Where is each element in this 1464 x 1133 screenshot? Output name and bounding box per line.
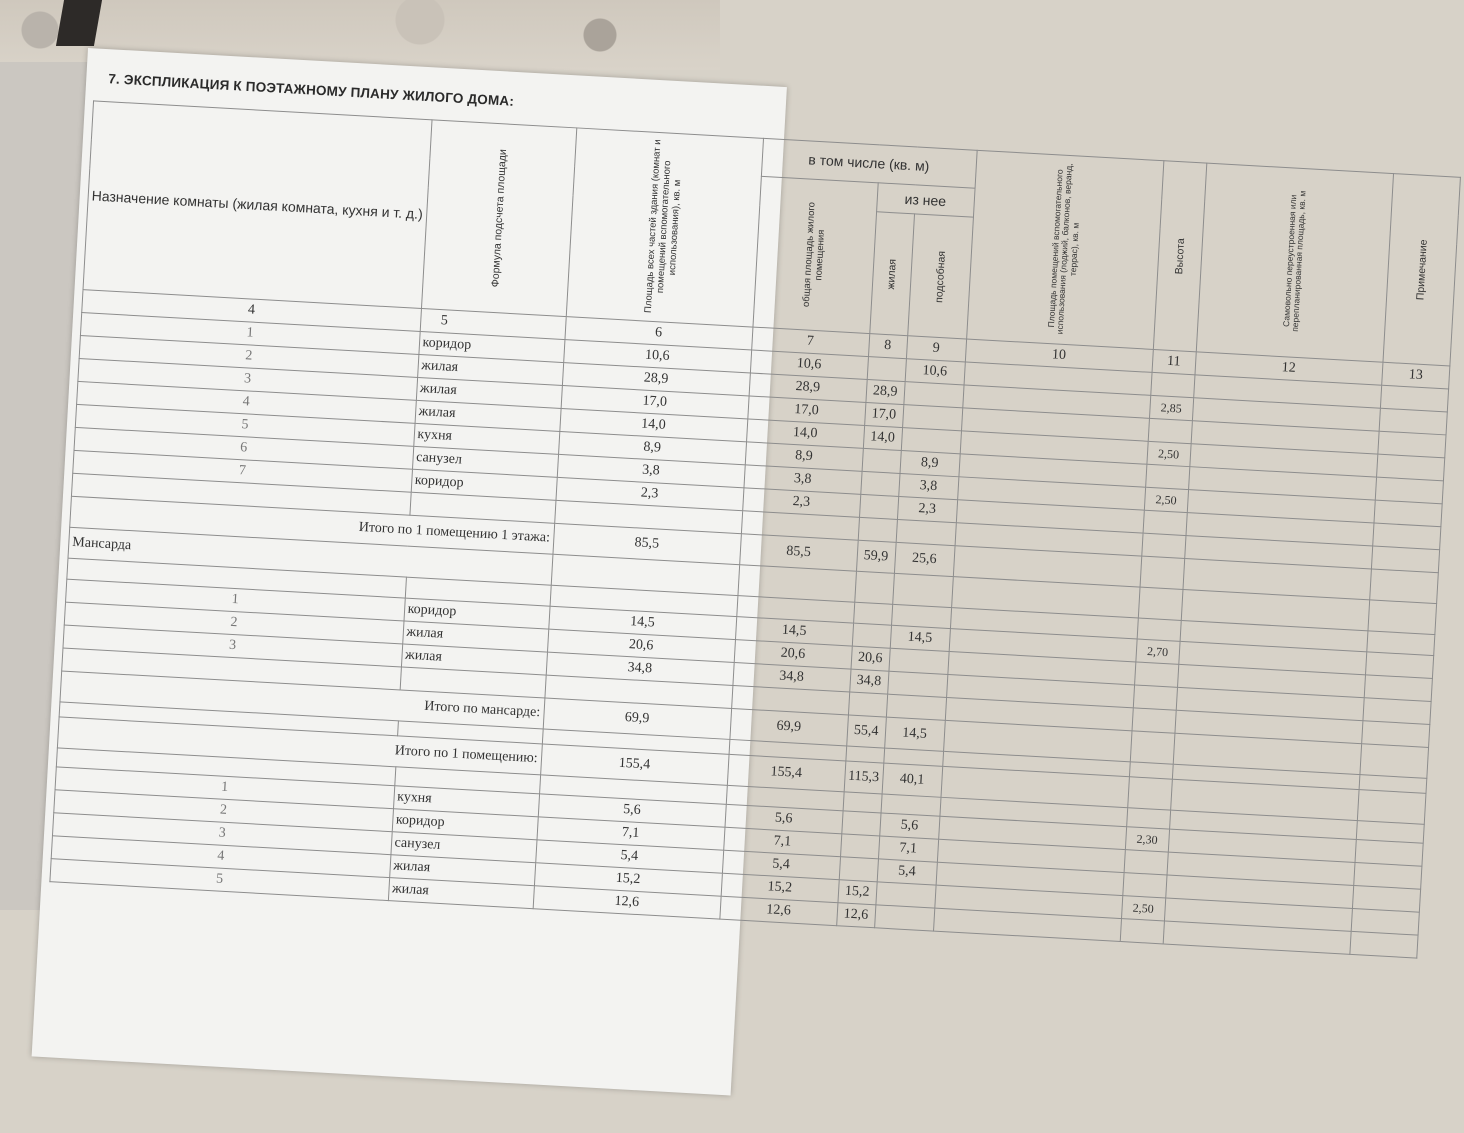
- aux-value: [874, 905, 934, 931]
- room-purpose: жилая: [388, 878, 534, 909]
- aux-value: [889, 648, 949, 674]
- aux-value: 10,6: [905, 359, 965, 385]
- room-purpose: жилая: [415, 400, 561, 431]
- aux-value: [901, 428, 961, 454]
- blank-cell: [854, 571, 894, 604]
- header-formula: Формула подсчета площади: [421, 120, 576, 317]
- blank-cell: [1141, 533, 1185, 558]
- col-number-11: 11: [1152, 349, 1196, 374]
- row-number: 5: [75, 404, 414, 446]
- area-all-value: 3,8: [557, 454, 745, 487]
- total-aux-value: 25,6: [894, 542, 955, 576]
- row-number: 3: [63, 625, 402, 667]
- area-all-value: 5,6: [538, 794, 726, 827]
- height-value: [1150, 372, 1194, 397]
- total-living-value: 2,3: [742, 488, 860, 517]
- area-all-value: 28,9: [562, 363, 750, 396]
- blank-cell: [848, 692, 887, 717]
- room-purpose: кухня: [413, 423, 559, 454]
- height-value: 2,85: [1149, 395, 1193, 420]
- area-all-value: 5,4: [535, 840, 723, 873]
- binder-tab: [56, 0, 102, 46]
- header-total-living: общая площадь жилого помещения: [753, 176, 878, 333]
- row-number: 1: [66, 579, 405, 621]
- total-aux-value: 40,1: [882, 763, 943, 797]
- blank-cell: [892, 573, 953, 607]
- aux-value: [875, 882, 935, 908]
- col-number-7: 7: [751, 327, 869, 356]
- height-value: [1120, 919, 1164, 944]
- living-value: 34,8: [849, 669, 888, 694]
- area-all-value: 20,6: [547, 629, 735, 662]
- header-of-which: из нее: [876, 183, 974, 217]
- col-number-9: 9: [906, 336, 966, 362]
- living-value: 20,6: [851, 646, 890, 671]
- header-aux-area: Площадь помещений вспомогательного использования (лоджий, балконов, веранд, террас), кв. м: [966, 150, 1163, 349]
- blank-cell: [1132, 708, 1176, 733]
- living-value: [839, 857, 878, 882]
- height-value: [1134, 662, 1178, 687]
- header-note: Примечание: [1383, 174, 1461, 366]
- total-living-value: 15,2: [721, 873, 839, 902]
- height-value: [1122, 873, 1166, 898]
- blank-cell: [1127, 777, 1172, 810]
- header-self-rebuilt: Самовольно переустроенная или перепланированная площадь, кв. м: [1196, 163, 1393, 362]
- living-value: 12,6: [836, 903, 875, 928]
- row-number: 2: [54, 790, 393, 832]
- room-purpose: коридор: [404, 598, 550, 629]
- aux-value: 5,4: [877, 859, 937, 885]
- header-area-all: Площадь всех частей здания (комнат и помещений вспомогательного использования), кв. м: [566, 128, 763, 327]
- col-number-4: 4: [82, 290, 421, 332]
- living-value: [860, 471, 899, 496]
- height-value: 2,70: [1135, 639, 1179, 664]
- area-all-value: 17,0: [561, 385, 749, 418]
- room-purpose: жилая: [417, 354, 563, 385]
- total-living-value: 5,4: [722, 850, 840, 879]
- aux-value: 5,6: [879, 813, 939, 839]
- header-living: жилая: [869, 212, 914, 336]
- document-page: [32, 48, 1430, 1096]
- room-purpose: жилая: [401, 644, 547, 675]
- row-number: 7: [73, 450, 412, 492]
- row-number: 4: [77, 381, 416, 423]
- aux-value: 3,8: [898, 473, 958, 499]
- header-purpose: Назначение комнаты (жилая комната, кухня и т. д.): [83, 101, 432, 309]
- col-number-6: 6: [565, 317, 753, 350]
- attic-label: Мансарда: [68, 527, 553, 585]
- aux-value: [903, 382, 963, 408]
- row-number: 3: [52, 813, 391, 855]
- header-incl: в том числе (кв. м): [761, 138, 977, 188]
- height-value: [1124, 850, 1168, 875]
- total-living-value: 34,8: [733, 663, 851, 692]
- col-number-5: 5: [420, 308, 566, 339]
- total-living-value: 69,9: [730, 708, 849, 745]
- height-value: 2,50: [1144, 487, 1188, 512]
- row-number: 4: [51, 836, 390, 878]
- total-living-value: 20,6: [734, 640, 852, 669]
- total-living-only-value: 115,3: [844, 761, 884, 794]
- aux-value: [887, 671, 947, 697]
- living-value: [840, 834, 879, 859]
- row-number: 5: [50, 859, 389, 901]
- total-aux-value: 14,5: [884, 717, 945, 751]
- living-value: [852, 623, 891, 648]
- blank-cell: [1369, 569, 1438, 604]
- total-living-value: 5,6: [725, 804, 843, 833]
- living-value: 17,0: [864, 402, 903, 427]
- blank-cell: [1368, 600, 1437, 635]
- living-value: [841, 811, 880, 836]
- living-value: 15,2: [838, 880, 877, 905]
- living-value: 14,0: [863, 425, 902, 450]
- blank-cell: [1140, 556, 1185, 589]
- room-purpose: кухня: [393, 786, 539, 817]
- blank-cell: [1360, 744, 1429, 779]
- total-living-value: 3,8: [744, 465, 862, 494]
- aux-value: 14,5: [890, 625, 950, 651]
- col-number-12: 12: [1195, 352, 1383, 385]
- blank-cell: [1137, 618, 1181, 641]
- area-all-value: 8,9: [558, 431, 746, 464]
- total-label: Итого по 1 помещению 1 этажа:: [70, 496, 555, 554]
- total-area-value: 85,5: [553, 523, 741, 564]
- row-number: 1: [55, 767, 394, 809]
- room-purpose: жилая: [389, 855, 535, 886]
- blank-cell: [1357, 790, 1426, 825]
- area-all-value: 7,1: [537, 817, 725, 850]
- room-purpose: жилая: [402, 621, 548, 652]
- aux-value: 8,9: [900, 451, 960, 477]
- height-value: [1145, 464, 1189, 489]
- page-title: 7. ЭКСПЛИКАЦИЯ К ПОЭТАЖНОМУ ПЛАНУ ЖИЛОГО ДОМА:: [107, 71, 515, 109]
- living-value: [867, 357, 906, 382]
- room-purpose: санузел: [412, 446, 558, 477]
- row-number: 3: [78, 358, 417, 400]
- total-label: Итого по 1 помещению:: [57, 717, 542, 775]
- living-value: [859, 494, 898, 519]
- living-value: [862, 448, 901, 473]
- height-value: [1148, 418, 1192, 443]
- area-all-value: 34,8: [546, 652, 734, 685]
- total-living-value: 8,9: [745, 442, 863, 471]
- total-living-value: 14,0: [746, 419, 864, 448]
- header-height: Высота: [1153, 161, 1207, 352]
- blank-cell: [858, 517, 897, 542]
- room-purpose: коридор: [392, 809, 538, 840]
- room-purpose: коридор: [418, 331, 564, 362]
- room-purpose: коридор: [411, 469, 557, 500]
- total-living-only-value: 59,9: [856, 540, 896, 573]
- col-number-8: 8: [868, 334, 907, 359]
- aux-value: 7,1: [878, 836, 938, 862]
- living-value: 28,9: [866, 379, 905, 404]
- height-value: 2,50: [1121, 896, 1165, 921]
- col-number-10: 10: [965, 339, 1153, 372]
- blank-cell: [896, 519, 956, 545]
- note-value: [1349, 931, 1418, 958]
- total-living-value: 7,1: [723, 827, 841, 856]
- area-all-value: 2,3: [556, 477, 744, 510]
- height-value: 2,50: [1146, 441, 1190, 466]
- area-all-value: 12,6: [533, 886, 721, 919]
- blank-cell: [886, 694, 946, 720]
- area-all-value: 14,5: [548, 606, 736, 639]
- area-all-value: 10,6: [563, 340, 751, 373]
- aux-value: [902, 405, 962, 431]
- blank-cell: [1126, 808, 1170, 829]
- room-purpose: жилая: [416, 377, 562, 408]
- total-living-only-value: 55,4: [846, 715, 886, 748]
- header-aux: подсобная: [907, 214, 973, 339]
- total-label: Итого по мансарде:: [60, 671, 545, 729]
- blank-cell: [853, 602, 892, 625]
- total-living-value: 12,6: [719, 896, 837, 925]
- total-living-value: 17,0: [747, 396, 865, 425]
- blank-cell: [1138, 587, 1183, 620]
- col-number-13: 13: [1381, 362, 1450, 389]
- room-purpose: санузел: [390, 832, 536, 863]
- total-area-value: 69,9: [543, 698, 731, 739]
- height-value: 2,30: [1125, 827, 1169, 852]
- blank-cell: [843, 792, 882, 813]
- total-living-value: 28,9: [749, 373, 867, 402]
- row-number: 2: [79, 336, 418, 378]
- blank-cell: [1130, 731, 1175, 764]
- total-living-value: 10,6: [750, 350, 868, 379]
- height-value: [1143, 510, 1187, 535]
- area-all-value: 15,2: [534, 863, 722, 896]
- height-value: [1133, 685, 1177, 710]
- row-number: 6: [74, 427, 413, 469]
- row-number: 1: [80, 313, 419, 355]
- total-living-value: 155,4: [727, 754, 846, 791]
- row-number: 2: [64, 602, 403, 644]
- total-living-value: 85,5: [739, 534, 858, 571]
- total-area-value: 155,4: [540, 744, 728, 785]
- area-all-value: 14,0: [559, 408, 747, 441]
- explication-table: [49, 100, 1461, 958]
- total-living-value: 14,5: [735, 617, 853, 646]
- aux-value: 2,3: [897, 496, 957, 522]
